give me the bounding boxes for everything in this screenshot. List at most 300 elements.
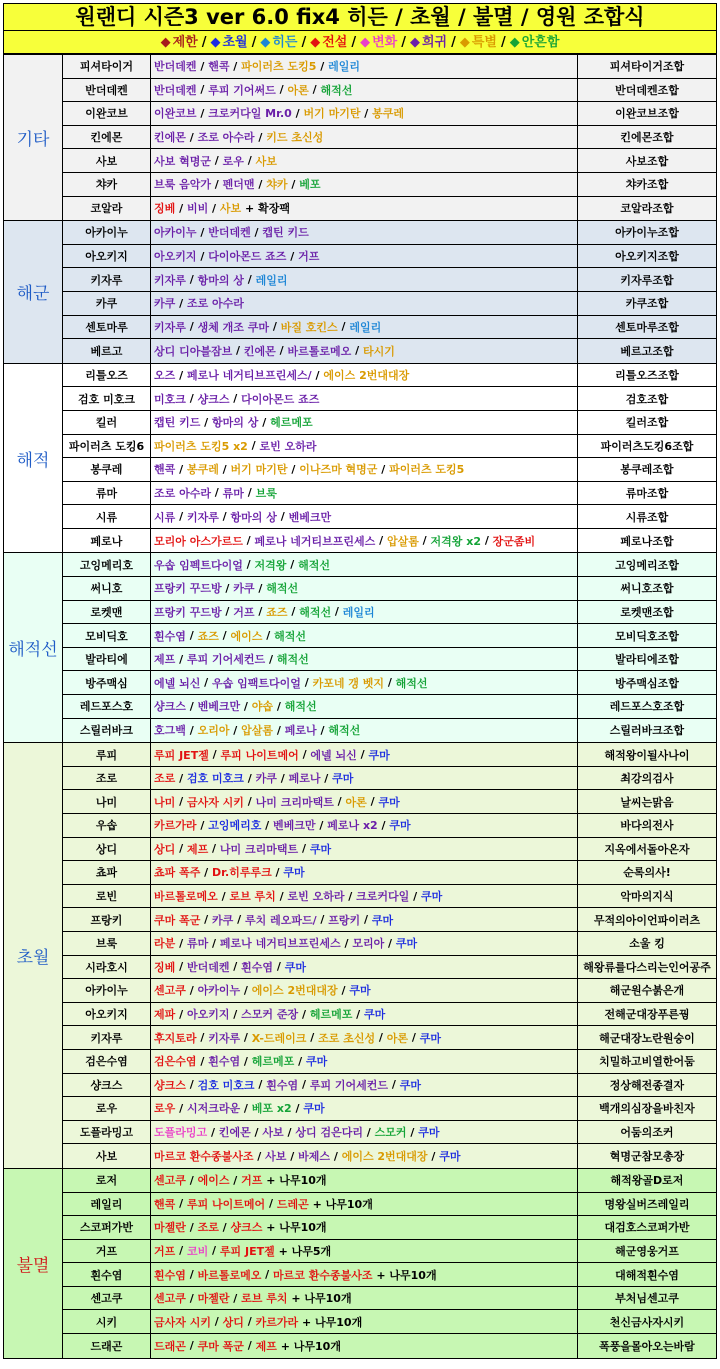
recipe-separator: / (275, 344, 288, 358)
recipe-ingredient: 흰수염 (208, 1055, 241, 1069)
recipe-separator: / (254, 605, 267, 619)
recipe-ingredient: 쿠마 (349, 984, 371, 998)
unit-name: 검은수염 (63, 1050, 151, 1073)
recipe-ingredient: 쿠마 (283, 866, 305, 880)
recipe-ingredient: 조로 아수라 (154, 486, 211, 500)
recipe-separator: / (287, 462, 300, 476)
unit-name: 키자루 (63, 268, 151, 291)
recipe-cell (151, 1334, 578, 1358)
recipe-ingredient: 킨에몬 (154, 131, 186, 145)
recipe-ingredient: 류마 (186, 937, 209, 951)
recipe-ingredient: 버기 마기탄 (230, 463, 288, 477)
recipe-separator: / (316, 913, 329, 927)
legend-separator: / (201, 35, 207, 50)
table-row (63, 814, 716, 838)
recipe-ingredient: + 나무10개 (280, 1339, 341, 1353)
unit-name: 조로 (63, 767, 151, 790)
recipe-ingredient: + 나무5개 (278, 1244, 332, 1258)
recipe-ingredient: 쿠마 (371, 913, 394, 927)
recipe-separator: / (175, 368, 187, 382)
recipe-separator: / (320, 771, 333, 785)
recipe-ingredient: 키자루 (154, 320, 186, 334)
category-group (4, 553, 716, 743)
legend-label: 안흔함 (521, 35, 560, 50)
recipe-cell (151, 1050, 578, 1073)
recipe-ingredient: 로빈 오하라 (287, 890, 345, 904)
recipe-ingredient: 파이러츠 도킹5 (389, 463, 465, 477)
result-name: 발라티에조합 (615, 653, 679, 667)
recipe-ingredient: 상디 (154, 842, 176, 856)
recipe-ingredient: 항마의 상 (197, 273, 244, 287)
recipe-separator: / (242, 558, 255, 572)
recipe-ingredient: 쿠마 (368, 748, 390, 762)
recipe-separator: / (250, 225, 263, 239)
category-rows (63, 364, 716, 553)
recipe-separator: / (306, 1031, 319, 1045)
unit-name: 이완코브 (63, 102, 151, 125)
result-name: 무적의아이언파이러츠 (593, 913, 701, 927)
recipe-separator: / (208, 842, 220, 856)
recipe-ingredient: 검은수염 (154, 1055, 197, 1069)
recipe-separator: / (208, 936, 220, 950)
recipe-ingredient: + 나무10개 (312, 1197, 373, 1211)
unit-name: 챠카 (63, 173, 151, 196)
unit-name: 브룩 (63, 932, 151, 955)
recipe-ingredient: 카르가라 (154, 819, 197, 833)
recipe-separator: / (254, 581, 267, 595)
recipe-separator: / (221, 605, 234, 619)
recipe-ingredient: 바질 호킨스 (280, 320, 338, 334)
unit-name: 샹크스 (63, 1074, 151, 1097)
recipe-ingredient: 센고쿠 (154, 1292, 186, 1306)
recipe-ingredient: 코비 (186, 1244, 209, 1258)
table-row (63, 149, 716, 173)
recipe-ingredient: X-드레이크 (251, 1031, 307, 1045)
recipe-cell (151, 173, 578, 196)
recipe-ingredient: 죠즈 (266, 605, 288, 619)
recipe-ingredient: 에이스 2번대대장 (341, 1150, 428, 1164)
recipe-ingredient: 키드 초신성 (266, 131, 324, 145)
recipe-ingredient: 스모커 (374, 1126, 407, 1140)
unit-name: 사보 (63, 1144, 151, 1168)
recipe-separator: / (247, 439, 260, 453)
recipe-ingredient: 아론 (287, 83, 309, 97)
recipe-ingredient: 아론 (386, 1031, 409, 1045)
recipe-ingredient: 쿠마 (378, 795, 400, 809)
unit-name: 쵸파 (63, 861, 151, 884)
table-row (63, 1169, 716, 1193)
recipe-ingredient: 상디 검은다리 (295, 1126, 363, 1140)
table-row (63, 173, 716, 197)
table-row (63, 719, 716, 743)
category-label: 불멸 (4, 1169, 63, 1358)
table-row (63, 1193, 716, 1217)
table-row (63, 671, 716, 695)
unit-name: 모비딕호 (63, 624, 151, 647)
legend-label: 변화 (372, 35, 398, 50)
table-row (63, 743, 716, 767)
table-row (63, 601, 716, 625)
recipe-separator: / (240, 1101, 252, 1115)
result-name: 모비딕호조합 (615, 629, 679, 643)
recipe-separator: / (240, 699, 252, 713)
recipe-ingredient: 저격왕 (254, 558, 287, 572)
recipe-ingredient: 흰수염 (241, 960, 274, 974)
result-name: 해적왕이될사나이 (604, 748, 690, 762)
recipe-ingredient: 레일리 (255, 273, 288, 287)
recipe-ingredient: 센고쿠 (154, 984, 186, 998)
recipe-ingredient: 봉쿠레 (186, 463, 219, 477)
recipe-separator: / (480, 534, 493, 548)
recipe-ingredient: 조로 (197, 1221, 219, 1235)
recipe-separator: / (196, 225, 209, 239)
recipe-ingredient: 금사자 시키 (154, 1315, 211, 1329)
recipe-ingredient: 쿠마 (389, 819, 411, 833)
result-name: 날씨는맑음 (620, 795, 674, 809)
table-row (63, 126, 716, 150)
recipe-cell (151, 1026, 578, 1049)
recipe-table (3, 54, 717, 1359)
recipe-separator: / (316, 723, 329, 737)
table-row (63, 245, 716, 269)
category-label: 해군 (4, 221, 63, 363)
table-row (63, 577, 716, 601)
recipe-ingredient: 해적선 (320, 83, 353, 97)
recipe-separator: / (196, 83, 209, 97)
recipe-ingredient: 로우 (154, 1102, 176, 1116)
unit-name: 써니호 (63, 577, 151, 600)
recipe-separator: / (243, 1339, 256, 1353)
recipe-ingredient: 로브 루치 (229, 890, 276, 904)
unit-name: 아오키지 (63, 245, 151, 268)
recipe-separator: / (377, 462, 390, 476)
recipe-cell (151, 529, 578, 553)
result-name: 페로나조합 (620, 534, 674, 548)
recipe-ingredient: 타시기 (362, 344, 395, 358)
recipe-separator: / (229, 723, 242, 737)
recipe-ingredient: 나미 (154, 795, 176, 809)
unit-name: 봉쿠레 (63, 458, 151, 481)
legend-diamond-icon: ◆ (509, 35, 520, 50)
recipe-ingredient: 장군좀비 (492, 534, 536, 548)
result-name: 검호조합 (625, 392, 669, 406)
recipe-ingredient: 캡틴 키드 (154, 416, 201, 430)
recipe-ingredient: 베포 (299, 178, 321, 192)
recipe-ingredient: 페로나 (288, 772, 321, 786)
recipe-ingredient: 반더데켄 (186, 960, 230, 974)
recipe-separator: / (333, 795, 346, 809)
recipe-separator: / (298, 1078, 310, 1092)
recipe-cell (151, 601, 578, 624)
legend-separator: / (301, 35, 307, 50)
unit-name: 루피 (63, 743, 151, 766)
recipe-cell (151, 885, 578, 908)
recipe-ingredient: 검호 미호크 (186, 772, 244, 786)
recipe-cell (151, 1216, 578, 1239)
recipe-separator: / (240, 1031, 252, 1045)
recipe-separator: / (175, 296, 187, 310)
recipe-ingredient: + 나무10개 (266, 1174, 327, 1188)
result-name: 봉쿠레조합 (620, 463, 674, 477)
recipe-cell (151, 316, 578, 339)
recipe-ingredient: 상디 (222, 1315, 244, 1329)
table-row (63, 908, 716, 932)
recipe-separator: / (196, 106, 209, 120)
recipe-separator: / (196, 1054, 209, 1068)
recipe-cell (151, 743, 578, 766)
recipe-cell (151, 695, 578, 718)
table-row (63, 1097, 716, 1121)
result-name: 전해군대장푸른꿩 (604, 1008, 690, 1022)
recipe-separator: / (286, 1149, 299, 1163)
recipe-separator: / (200, 865, 213, 879)
unit-name: 키자루 (63, 1026, 151, 1049)
recipe-ingredient: 항마의 상 (212, 416, 259, 430)
recipe-ingredient: 징베 (154, 202, 176, 216)
category-group (4, 221, 716, 364)
recipe-ingredient: + 나무10개 (301, 1315, 363, 1329)
page-title: 원랜디 시즌3 ver 6.0 fix4 히든 / 초월 / 불멸 / 영원 조합식 (3, 3, 717, 31)
recipe-ingredient: 샹크스 (197, 392, 230, 406)
legend-diamond-icon: ◆ (310, 35, 321, 50)
recipe-separator: / (175, 795, 187, 809)
recipe-separator: / (229, 1007, 242, 1021)
recipe-separator: / (229, 392, 242, 406)
result-name: 레드포스호조합 (609, 700, 685, 714)
recipe-cell (151, 197, 578, 221)
recipe-separator: / (229, 1291, 242, 1305)
recipe-separator: / (175, 652, 187, 666)
recipe-ingredient: 바르톨로메오 (287, 344, 352, 358)
recipe-cell (151, 1121, 578, 1144)
result-name: 명왕실버즈레일리 (604, 1197, 690, 1211)
recipe-separator: / (243, 273, 256, 287)
recipe-cell (151, 671, 578, 694)
recipe-ingredient: 검호 미호크 (197, 1078, 255, 1092)
result-name: 키자루조합 (620, 273, 674, 287)
recipe-separator: / (315, 818, 328, 832)
unit-name: 스릴러바크 (63, 719, 151, 743)
recipe-ingredient: 쿠마 (305, 1055, 328, 1069)
recipe-separator: / (258, 415, 271, 429)
recipe-ingredient: 해적선 (276, 653, 309, 667)
recipe-ingredient: 샹크스 (154, 1078, 186, 1092)
recipe-ingredient: 마르코 환수종불사조 (273, 1268, 373, 1282)
table-row (63, 553, 716, 577)
unit-name: 드래곤 (63, 1334, 151, 1358)
recipe-separator: / (208, 201, 220, 215)
recipe-ingredient: 키자루 (186, 510, 219, 524)
recipe-cell (151, 648, 578, 671)
recipe-ingredient: 레일리 (342, 605, 375, 619)
recipe-ingredient: 프랑키 꾸드방 (154, 582, 222, 596)
recipe-separator: / (229, 1173, 242, 1187)
recipe-cell (151, 268, 578, 291)
category-rows (63, 1169, 716, 1358)
recipe-ingredient: 거프 (298, 250, 320, 264)
result-name: 폭풍을몰아오는바람 (599, 1339, 695, 1353)
recipe-separator: / (298, 748, 311, 762)
recipe-ingredient: 브룩 음악가 (154, 178, 211, 192)
recipe-separator: / (240, 1054, 252, 1068)
recipe-ingredient: 사보 혁명군 (154, 154, 211, 168)
recipe-ingredient: 아오키지 (154, 250, 197, 264)
category-label: 기타 (4, 55, 63, 220)
unit-name: 카쿠 (63, 292, 151, 315)
recipe-cell (151, 482, 578, 505)
recipe-cell (151, 55, 578, 78)
recipe-ingredient: 오즈 (154, 369, 176, 383)
category-label: 해적선 (4, 553, 63, 742)
recipe-ingredient: 파이러츠 도킹5 (241, 60, 317, 74)
recipe-cell (151, 790, 578, 813)
unit-name: 거프 (63, 1240, 151, 1263)
recipe-separator: / (291, 106, 304, 120)
unit-name: 발라티에 (63, 648, 151, 671)
unit-name: 아오키지 (63, 1003, 151, 1026)
recipe-separator: / (362, 1125, 375, 1139)
table-row (63, 932, 716, 956)
recipe-ingredient: + 나무10개 (376, 1268, 437, 1282)
recipe-ingredient: 죠즈 (197, 629, 219, 643)
legend-diamond-icon: ◆ (210, 35, 221, 50)
recipe-separator: / (276, 771, 289, 785)
legend-label: 제한 (172, 35, 198, 50)
table-row (63, 102, 716, 126)
unit-name: 파이러츠 도킹6 (63, 435, 151, 458)
recipe-separator: / (229, 960, 242, 974)
recipe-cell (151, 1144, 578, 1168)
unit-name: 코알라 (63, 197, 151, 221)
recipe-ingredient: 벤베크만 (273, 819, 316, 833)
result-name: 어둠의조커 (620, 1126, 674, 1140)
recipe-ingredient: 해적선 (328, 724, 361, 738)
recipe-separator: / (200, 676, 213, 690)
recipe-cell (151, 1097, 578, 1120)
recipe-ingredient: 크로커다일 Mr.0 (208, 107, 292, 121)
recipe-ingredient: 로우 (222, 154, 244, 168)
table-row (63, 1287, 716, 1311)
legend-diamond-icon: ◆ (409, 35, 420, 50)
category-group (4, 55, 716, 221)
unit-name: 로저 (63, 1169, 151, 1192)
table-row (63, 292, 716, 316)
table-row (63, 505, 716, 529)
recipe-separator: / (273, 960, 285, 974)
table-row (63, 885, 716, 909)
recipe-separator: / (243, 1315, 256, 1329)
recipe-separator: / (250, 1125, 263, 1139)
table-row (63, 1003, 716, 1027)
recipe-separator: / (377, 818, 390, 832)
recipe-separator: / (262, 629, 275, 643)
recipe-cell (151, 1240, 578, 1263)
result-name: 리틀오즈조합 (615, 369, 679, 383)
recipe-ingredient: 에이스 (230, 629, 263, 643)
table-row (63, 648, 716, 672)
recipe-ingredient: 킨에몬 (243, 344, 276, 358)
recipe-separator: / (243, 154, 256, 168)
recipe-ingredient: + 나무10개 (291, 1292, 352, 1306)
unit-name: 시키 (63, 1310, 151, 1333)
recipe-separator: / (210, 154, 223, 168)
unit-name: 스코퍼가반 (63, 1216, 151, 1239)
recipe-separator: / (298, 1007, 310, 1021)
recipe-ingredient: 베포 x2 (251, 1102, 292, 1116)
recipe-ingredient: 아카이누 (197, 984, 241, 998)
recipe-separator: / (375, 1031, 387, 1045)
recipe-separator: / (275, 83, 288, 97)
recipe-separator: / (221, 581, 234, 595)
recipe-ingredient: 고잉메리호 (208, 819, 262, 833)
recipe-ingredient: 흰수염 (154, 1268, 186, 1282)
table-row (63, 767, 716, 791)
unit-name: 센토마루 (63, 316, 151, 339)
recipe-separator: / (232, 344, 244, 358)
recipe-separator: / (210, 1315, 223, 1329)
recipe-ingredient: 벤베크만 (288, 510, 332, 524)
table-row (63, 1074, 716, 1098)
recipe-ingredient: 챠카 (266, 178, 288, 192)
recipe-ingredient: 생체 개조 쿠마 (197, 320, 269, 334)
recipe-ingredient: 키자루 (154, 273, 186, 287)
result-name: 대해적흰수염 (615, 1268, 679, 1282)
result-name: 피셔타이거조합 (609, 60, 685, 74)
recipe-ingredient: 쿠마 (395, 937, 418, 951)
recipe-ingredient: 제프 (186, 842, 209, 856)
recipe-ingredient: 샹크스 (154, 700, 186, 714)
legend-label: 특별 (471, 35, 497, 50)
recipe-ingredient: 다이아몬드 죠즈 (241, 392, 320, 406)
result-name: 소울 킹 (629, 937, 665, 951)
recipe-ingredient: 해적선 (274, 629, 306, 643)
legend-diamond-icon: ◆ (459, 35, 470, 50)
recipe-separator: / (185, 130, 198, 144)
recipe-ingredient: 헤르메포 (251, 1055, 295, 1069)
recipe-ingredient: 해적선 (298, 558, 330, 572)
result-name: 카쿠조합 (625, 297, 669, 311)
recipe-separator: / (175, 201, 187, 215)
recipe-separator: / (283, 1125, 296, 1139)
recipe-ingredient: 에이스 (197, 1174, 230, 1188)
recipe-ingredient: 흰수염 (154, 629, 186, 643)
recipe-separator: / (175, 936, 187, 950)
result-name: 최강의검사 (620, 772, 674, 786)
recipe-separator: / (366, 795, 379, 809)
result-name: 해군원수붉은개 (609, 984, 685, 998)
recipe-separator: / (175, 1101, 187, 1115)
table-row (63, 695, 716, 719)
recipe-separator: / (175, 842, 187, 856)
unit-name: 검호 미호크 (63, 387, 151, 410)
recipe-separator: / (273, 699, 285, 713)
recipe-separator: / (308, 83, 321, 97)
recipe-ingredient: 페로나 (284, 724, 317, 738)
recipe-cell (151, 624, 578, 647)
result-name: 스릴러바크조합 (609, 724, 685, 738)
result-name: 해군영웅거프 (615, 1244, 679, 1258)
legend-label: 초월 (222, 35, 248, 50)
table-row (63, 387, 716, 411)
recipe-ingredient: 루피 나이트메어 (186, 1197, 266, 1211)
result-name: 해왕류를다스리는인어공주 (583, 960, 711, 974)
recipe-ingredient: 헤르메포 (270, 416, 313, 430)
result-name: 혁명군참모총장 (609, 1150, 685, 1164)
recipe-separator: / (340, 936, 353, 950)
result-name: 시류조합 (625, 510, 669, 524)
legend-diamond-icon: ◆ (360, 35, 371, 50)
table-row (63, 268, 716, 292)
